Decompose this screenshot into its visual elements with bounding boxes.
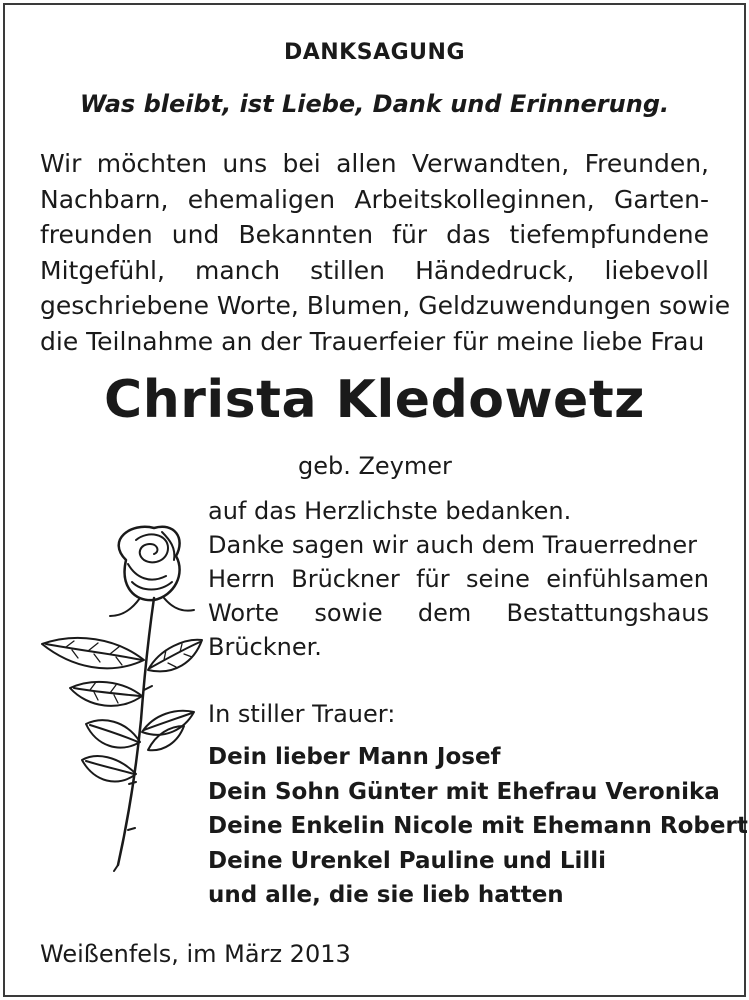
intro-line: Wir möchten uns bei allen Verwandten, Freunden, [40,149,709,178]
mourner-line: Dein lieber Mann Josef [208,744,501,770]
mourner-line: Deine Enkelin Nicole mit Ehemann Robert [208,813,748,839]
place-date: Weißenfels, im März 2013 [40,940,351,968]
thanks-line: Herrn Brückner für seine einfühlsamen [208,565,709,593]
intro-line: Nachbarn, ehemaligen Arbeitskolleginnen, Garten- [40,184,709,214]
thanks-line: auf das Herzlichste bedanken. [208,497,572,525]
notice-heading: DANKSAGUNG [283,40,465,65]
mourner-line: und alle, die sie lieb hatten [208,882,564,908]
intro-paragraph [40,146,731,359]
intro-line: die Teilnahme an der Trauerfeier für meine liebe Frau [40,326,705,356]
mourner-line: Deine Urenkel Pauline und Lilli [208,847,607,874]
mourner-line: Dein Sohn Günter mit Ehefrau Veronika [208,778,720,805]
thanks-line: Danke sagen wir auch dem Trauerredner [208,531,697,559]
thanks-line: Brückner. [208,633,322,661]
intro-line: freunden und Bekannten für das tiefempfundene [40,220,709,249]
thanks-paragraph [208,494,709,664]
mourners-list [208,740,748,913]
birth-name: geb. Zeymer [298,452,452,480]
intro-line: Mitgefühl, manch stillen Händedruck, liebevoll [40,255,709,285]
rose-icon [36,520,206,880]
mourning-label: In stiller Trauer: [208,700,396,728]
deceased-name: Christa Kledowetz [104,370,645,430]
motto: Was bleibt, ist Liebe, Dank und Erinnerung. [79,90,670,118]
intro-line: geschriebene Worte, Blumen, Geldzuwendungen sowie [40,291,731,320]
thanks-line: Worte sowie dem Bestattungshaus [208,599,709,627]
